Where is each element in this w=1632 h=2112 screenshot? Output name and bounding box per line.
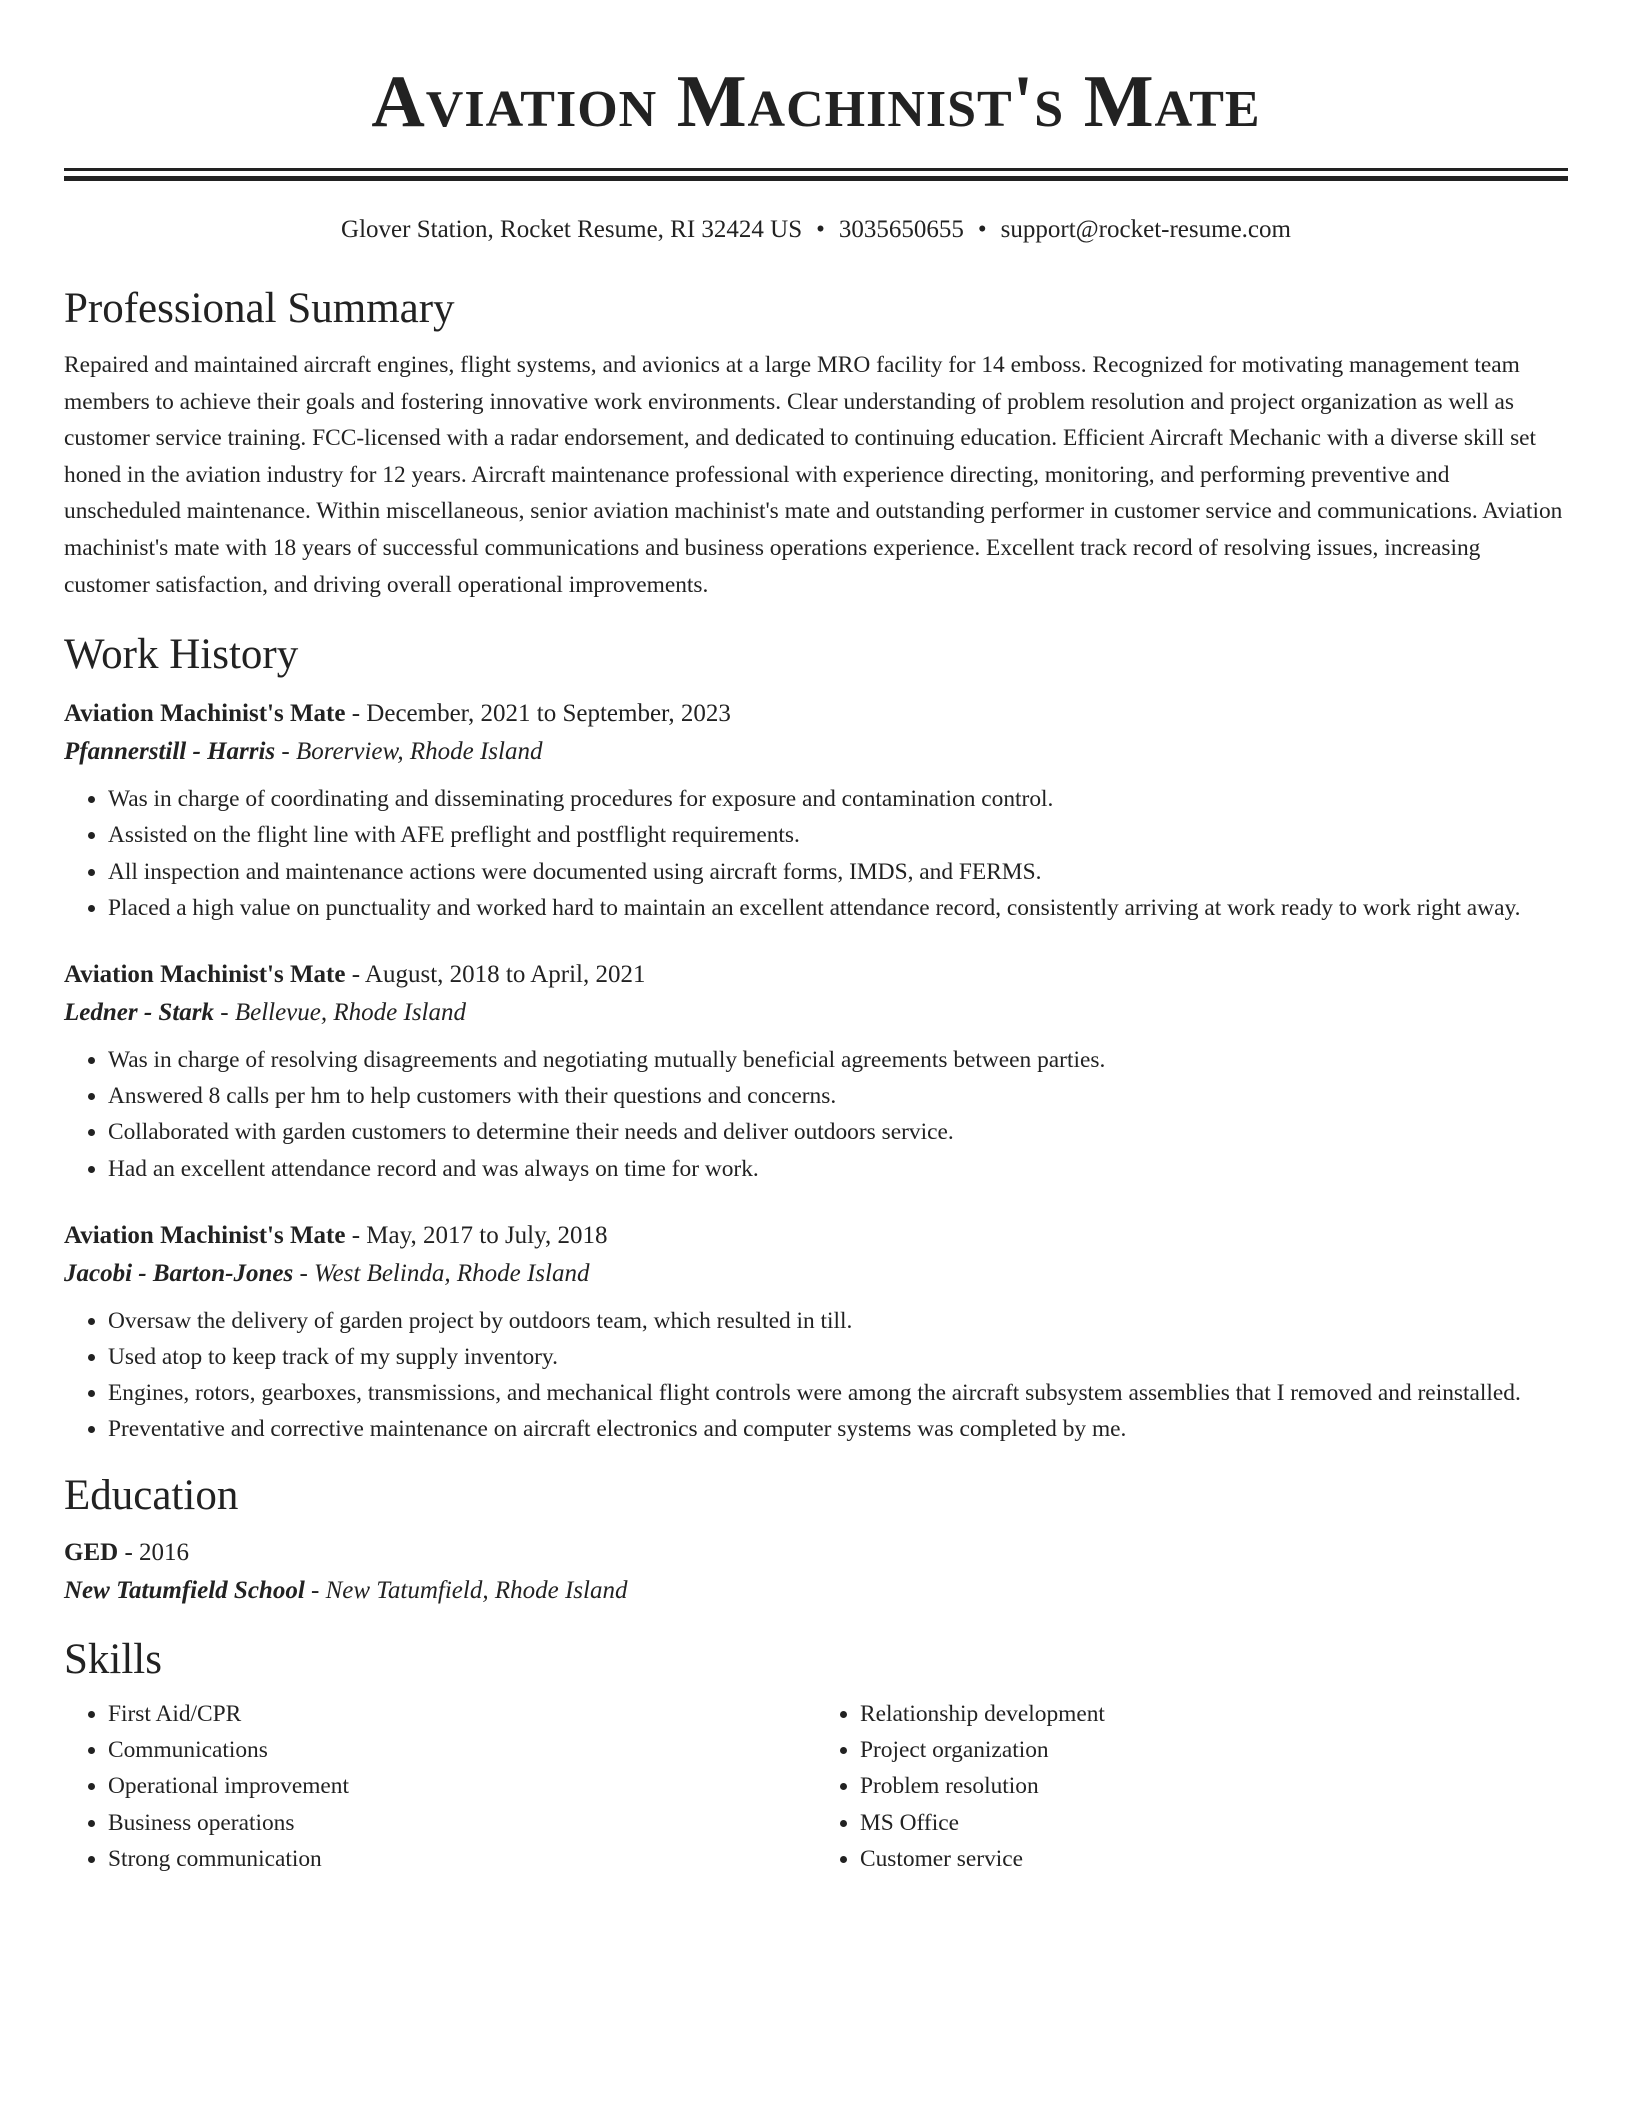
job-company-line: Ledner - Stark - Bellevue, Rhode Island <box>64 998 466 1026</box>
job-company: Jacobi - Barton-Jones <box>64 1259 294 1287</box>
skill-item: • Customer service <box>860 1841 1568 1877</box>
job-bullet: • All inspection and maintenance actions were documented using aircraft forms, IMDS, and FERMS. <box>108 854 1568 890</box>
contact-separator: • <box>977 216 987 243</box>
job-bullet: • Oversaw the delivery of garden project by outdoors team, which resulted in till. <box>108 1303 1568 1339</box>
skills-section <box>64 1634 1568 1878</box>
job-bullet: • Was in charge of coordinating and disseminating procedures for exposure and contamination control. <box>108 781 1568 817</box>
skills-list-left <box>64 1696 816 1878</box>
job-location: West Belinda, Rhode Island <box>314 1259 590 1287</box>
job-title: Aviation Machinist's Mate <box>64 960 346 988</box>
job-entry <box>64 1217 1568 1448</box>
skills-heading: Skills <box>64 1635 162 1683</box>
skill-item: • Relationship development <box>860 1696 1568 1732</box>
job-bullets <box>64 1303 1568 1448</box>
job-bullet: • Used atop to keep track of my supply inventory. <box>108 1339 1568 1375</box>
job-bullet: • Answered 8 calls per hm to help customers with their questions and concerns. <box>108 1078 1568 1114</box>
contact-line <box>64 215 1568 245</box>
job-company-line: Pfannerstill - Harris - Borerview, Rhode Island <box>64 738 543 766</box>
skill-item: • Operational improvement <box>108 1768 816 1804</box>
job-company-line: Jacobi - Barton-Jones - West Belinda, Rhode Island <box>64 1259 590 1287</box>
job-entry <box>64 956 1568 1187</box>
job-bullets <box>64 1042 1568 1187</box>
skill-item: • Problem resolution <box>860 1768 1568 1804</box>
job-bullet: • Assisted on the flight line with AFE preflight and postflight requirements. <box>108 817 1568 853</box>
skill-item: • Strong communication <box>108 1841 816 1877</box>
summary-section <box>64 283 1568 603</box>
job-title-line: Aviation Machinist's Mate - December, 2021 to September, 2023 <box>64 700 731 728</box>
education-school-line: New Tatumfield School - New Tatumfield, Rhode Island <box>64 1576 628 1604</box>
skills-columns <box>64 1696 1568 1878</box>
job-bullet: • Had an excellent attendance record and was always on time for work. <box>108 1151 1568 1187</box>
job-title: Aviation Machinist's Mate <box>64 1221 346 1249</box>
contact-email: support@rocket-resume.com <box>1000 216 1291 243</box>
job-title: Aviation Machinist's Mate <box>64 700 346 728</box>
job-bullet: • Was in charge of resolving disagreements and negotiating mutually beneficial agreements between parties. <box>108 1042 1568 1078</box>
job-bullet: • Collaborated with garden customers to determine their needs and deliver outdoors service. <box>108 1114 1568 1150</box>
education-heading: Education <box>64 1471 239 1519</box>
header-rule-bottom <box>64 176 1568 181</box>
skill-item: • Communications <box>108 1732 816 1768</box>
education-location: New Tatumfield, Rhode Island <box>325 1576 628 1604</box>
job-bullets <box>64 781 1568 926</box>
job-dates: May, 2017 to July, 2018 <box>366 1221 608 1249</box>
skills-list-right <box>816 1696 1568 1878</box>
skill-item: • Business operations <box>108 1805 816 1841</box>
contact-separator: • <box>816 216 825 243</box>
education-section <box>64 1470 1568 1610</box>
job-dates: August, 2018 to April, 2021 <box>364 960 646 988</box>
job-title-line: Aviation Machinist's Mate - August, 2018 to April, 2021 <box>64 960 646 988</box>
header-rule-top <box>64 168 1568 171</box>
job-entry <box>64 695 1568 926</box>
job-location: Borerview, Rhode Island <box>295 738 543 766</box>
education-degree: GED <box>64 1538 119 1566</box>
job-company: Pfannerstill - Harris <box>64 738 276 766</box>
contact-phone: 3035650655 <box>838 216 964 243</box>
contact-address: Glover Station, Rocket Resume, RI 32424 US <box>341 216 803 243</box>
job-bullet: • Preventative and corrective maintenance on aircraft electronics and computer systems was completed by me. <box>108 1411 1568 1447</box>
resume-name: Aviation Machinist's Mate <box>371 61 1261 143</box>
job-bullet: • Placed a high value on punctuality and worked hard to maintain an excellent attendance record, consistently arriving at work ready to work right away. <box>108 890 1568 926</box>
education-year: 2016 <box>139 1538 190 1566</box>
summary-text: Repaired and maintained aircraft engines, flight systems, and avionics at a large MRO facility for 14 emboss. Recognized for motivating management team members to achieve their goals and fostering innovative work environments. Clear understanding of problem resolution and project organization as well as customer service training. FCC-licensed with a radar endorsement, and dedicated to continuing education. Efficient Aircraft Mechanic with a diverse skill set honed in the aviation industry for 12 years. Aircraft maintenance professional with experience directing, monitoring, and performing preventive and unscheduled maintenance. Within miscellaneous, senior aviation machinist's mate and outstanding performer in customer service and communications. Aviation machinist's mate with 18 years of successful communications and business operations experience. Excellent track record of resolving issues, increasing customer satisfaction, and driving overall operational improvements. <box>64 352 1563 598</box>
job-dates: December, 2021 to September, 2023 <box>366 700 731 728</box>
work-history-heading: Work History <box>64 631 299 679</box>
work-history-section <box>64 629 1568 1447</box>
job-location: Bellevue, Rhode Island <box>234 998 466 1026</box>
skill-item: • Project organization <box>860 1732 1568 1768</box>
education-entry <box>64 1534 1568 1610</box>
job-bullet: • Engines, rotors, gearboxes, transmissions, and mechanical flight controls were among the aircraft subsystem assemblies that I removed and reinstalled. <box>108 1375 1568 1411</box>
job-title-line: Aviation Machinist's Mate - May, 2017 to July, 2018 <box>64 1221 608 1249</box>
skill-item: • First Aid/CPR <box>108 1696 816 1732</box>
education-degree-line: GED - 2016 <box>64 1538 190 1566</box>
education-school: New Tatumfield School <box>64 1576 305 1604</box>
job-company: Ledner - Stark <box>64 998 214 1026</box>
skill-item: • MS Office <box>860 1805 1568 1841</box>
summary-heading: Professional Summary <box>64 285 455 332</box>
